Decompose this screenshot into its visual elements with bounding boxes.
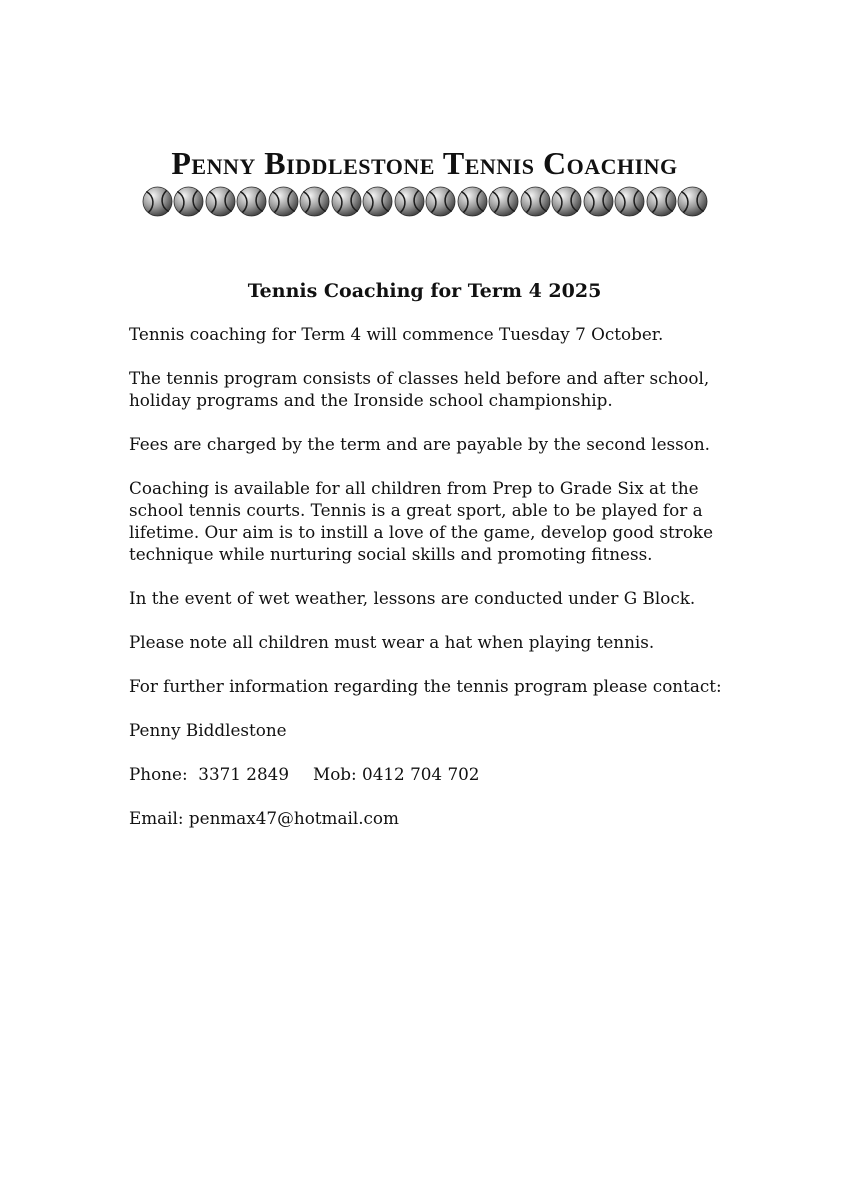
paragraph-wet-weather: In the event of wet weather, lessons are conducted under G Block. bbox=[129, 588, 696, 608]
tennis-ball-icon bbox=[646, 186, 677, 217]
tennis-ball-icon bbox=[299, 186, 330, 217]
tennis-ball-icon bbox=[394, 186, 425, 217]
paragraph-program: The tennis program consists of classes held before and after school, holiday programs and the Ironside school championship. bbox=[129, 368, 710, 410]
paragraph-commencement: Tennis coaching for Term 4 will commence Tuesday 7 October. bbox=[129, 324, 664, 344]
contact-phone: Phone: 3371 2849 bbox=[129, 764, 290, 784]
tennis-ball-icon bbox=[142, 186, 173, 217]
tennis-ball-icon bbox=[457, 186, 488, 217]
tennis-ball-icon bbox=[268, 186, 299, 217]
letterhead-title: Penny Biddlestone Tennis Coaching bbox=[171, 145, 678, 181]
contact-phone-line bbox=[129, 763, 729, 785]
document-heading: Tennis Coaching for Term 4 2025 bbox=[247, 280, 602, 302]
paragraph-hat-note: Please note all children must wear a hat when playing tennis. bbox=[129, 632, 655, 652]
tennis-ball-icon bbox=[520, 186, 551, 217]
tennis-ball-icon bbox=[488, 186, 519, 217]
contact-mobile: Mob: 0412 704 702 bbox=[313, 764, 480, 784]
document-body bbox=[129, 323, 729, 851]
tennis-ball-divider bbox=[142, 186, 708, 220]
tennis-ball-icon bbox=[614, 186, 645, 217]
tennis-ball-icon bbox=[362, 186, 393, 217]
tennis-ball-icon bbox=[173, 186, 204, 217]
paragraph-fees: Fees are charged by the term and are payable by the second lesson. bbox=[129, 434, 710, 454]
tennis-ball-icon bbox=[331, 186, 362, 217]
contact-name: Penny Biddlestone bbox=[129, 720, 287, 740]
tennis-ball-icon bbox=[425, 186, 456, 217]
tennis-ball-icon bbox=[205, 186, 236, 217]
tennis-ball-icon bbox=[236, 186, 267, 217]
paragraph-further-info: For further information regarding the tennis program please contact: bbox=[129, 676, 722, 696]
contact-email: Email: penmax47@hotmail.com bbox=[129, 808, 399, 828]
paragraph-coaching: Coaching is available for all children from Prep to Grade Six at the school tennis courts. Tennis is a great sport, able to be played for a lifetime. Our aim is to instill a love of the game, develop good stroke technique while nurturing social skills and promoting fitness. bbox=[129, 478, 714, 564]
tennis-ball-icon bbox=[551, 186, 582, 217]
tennis-ball-icon bbox=[583, 186, 614, 217]
tennis-ball-icon bbox=[677, 186, 708, 217]
